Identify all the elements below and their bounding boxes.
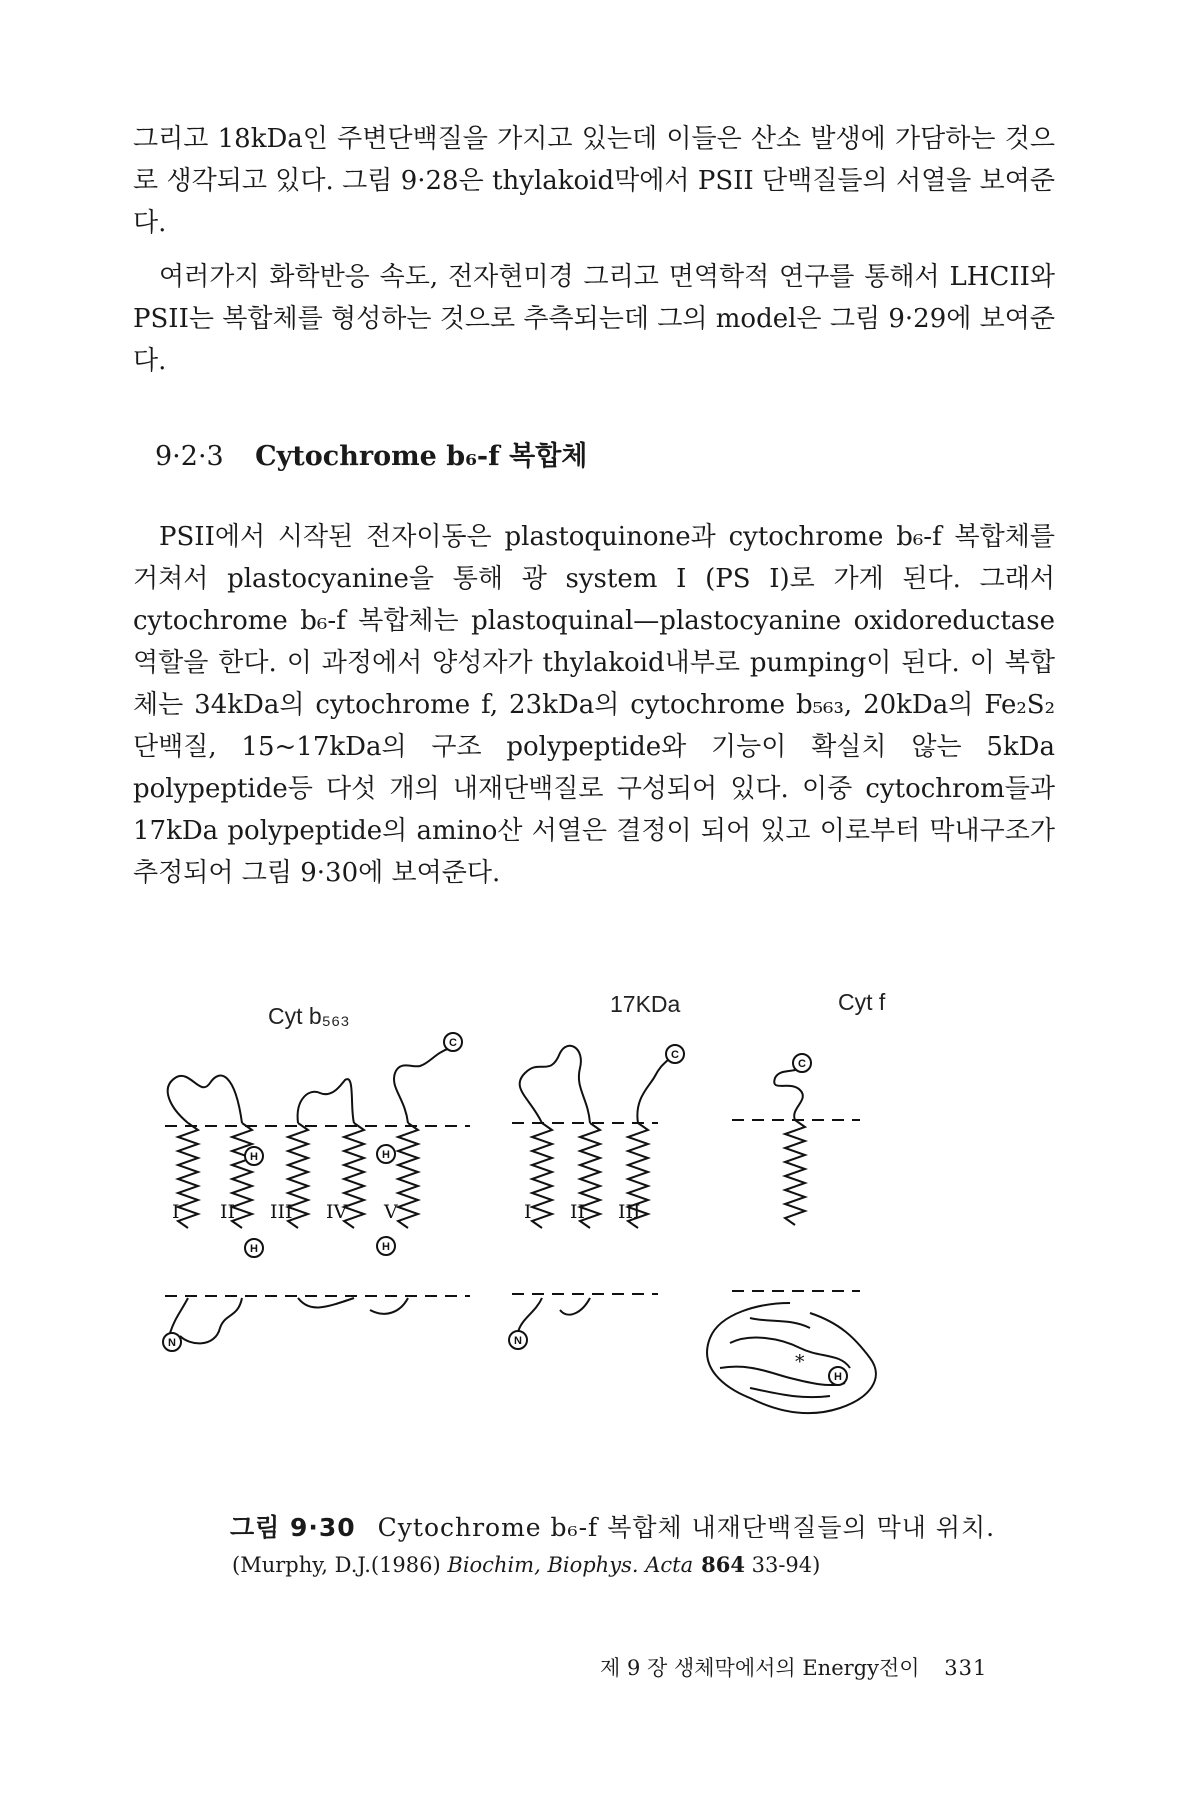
label-cyt-b563: Cyt b₅₆₃ bbox=[268, 1003, 350, 1029]
svg-text:II: II bbox=[220, 1201, 236, 1223]
section-number: 9·2·3 bbox=[155, 441, 224, 472]
cyt-b563-markers bbox=[163, 1033, 462, 1351]
chapter-running-head: 제 9 장 생체막에서의 Energy전이 bbox=[600, 1656, 920, 1680]
svg-text:N: N bbox=[514, 1335, 522, 1347]
cyt-f-structure bbox=[707, 1054, 876, 1413]
cyt-b563-helix-labels bbox=[172, 1201, 398, 1223]
svg-text:III: III bbox=[618, 1201, 641, 1223]
svg-text:N: N bbox=[168, 1337, 176, 1349]
source-pre: (Murphy, D.J.(1986) bbox=[232, 1553, 448, 1577]
source-volume: 864 bbox=[701, 1552, 745, 1577]
svg-text:C: C bbox=[798, 1058, 806, 1070]
kda17-markers bbox=[509, 1045, 684, 1349]
svg-text:*: * bbox=[795, 1351, 805, 1373]
svg-text:H: H bbox=[382, 1241, 390, 1253]
svg-text:III: III bbox=[270, 1201, 293, 1223]
label-17kda: 17KDa bbox=[610, 991, 681, 1017]
page-number: 331 bbox=[944, 1656, 988, 1680]
svg-text:H: H bbox=[250, 1243, 258, 1255]
section-heading bbox=[155, 434, 587, 473]
caption-label: 그림 9·30 bbox=[230, 1513, 356, 1542]
paragraph-1: 그리고 18kDa인 주변단백질을 가지고 있는데 이들은 산소 발생에 가담하는 것으로 생각되고 있다. 그림 9·28은 thylakoid막에서 PSII 단백질들의 서열을 보여준다. bbox=[133, 124, 1055, 238]
svg-text:C: C bbox=[671, 1049, 679, 1061]
membrane-topology-figure bbox=[150, 968, 1050, 1488]
svg-text:II: II bbox=[570, 1201, 586, 1223]
svg-text:I: I bbox=[524, 1201, 532, 1223]
caption-text: Cytochrome b₆-f 복합체 내재단백질들의 막내 위치. bbox=[377, 1513, 996, 1542]
svg-text:H: H bbox=[834, 1371, 842, 1383]
svg-text:C: C bbox=[449, 1037, 457, 1049]
cyt-b563-helices bbox=[178, 1123, 418, 1228]
source-journal: Biochim, Biophys. Acta bbox=[447, 1553, 694, 1577]
svg-text:IV: IV bbox=[326, 1201, 348, 1223]
svg-text:H: H bbox=[382, 1149, 390, 1161]
paragraph-3: PSII에서 시작된 전자이동은 plastoquinone과 cytochrome b₆-f 복합체를 거쳐서 plastocyanine을 통해 광 system I (PS I)로 가게 된다. 그래서 cytochrome b₆-f 복합체는 plastoquinal—plastocyanine oxidoreductase역할을 한다. 이 과정에서 양성자가 thylakoid내부로 pumping이 된다. 이 복합체는 34kDa의 cytochrome f, 23kDa의 cytochrome b₅₆₃, 20kDa의 Fe₂S₂단백질, 15~17kDa의 구조 polypeptide와 기능이 확실치 않는 5kDa polypeptide등 다섯 개의 내재단백질로 구성되어 있다. 이중 cytochrom들과 17kDa polypeptide의 amino산 서열은 결정이 되어 있고 이로부터 막내구조가 추정되어 그림 9·30에 보여준다. bbox=[133, 522, 1055, 888]
svg-text:H: H bbox=[250, 1151, 258, 1163]
paragraph-2: 여러가지 화학반응 속도, 전자현미경 그리고 면역학적 연구를 통해서 LHCII와 PSII는 복합체를 형성하는 것으로 추측되는데 그의 model은 그림 9·29에 보여준다. bbox=[133, 262, 1055, 376]
figure-source bbox=[232, 1552, 820, 1577]
svg-text:I: I bbox=[172, 1201, 180, 1223]
figure-caption bbox=[230, 1508, 995, 1544]
section-title: Cytochrome b₆-f 복합체 bbox=[255, 441, 588, 472]
page-footer bbox=[600, 1652, 987, 1682]
source-pages: 33-94) bbox=[744, 1553, 821, 1577]
svg-text:V: V bbox=[384, 1201, 398, 1223]
label-cyt-f: Cyt f bbox=[838, 989, 886, 1015]
